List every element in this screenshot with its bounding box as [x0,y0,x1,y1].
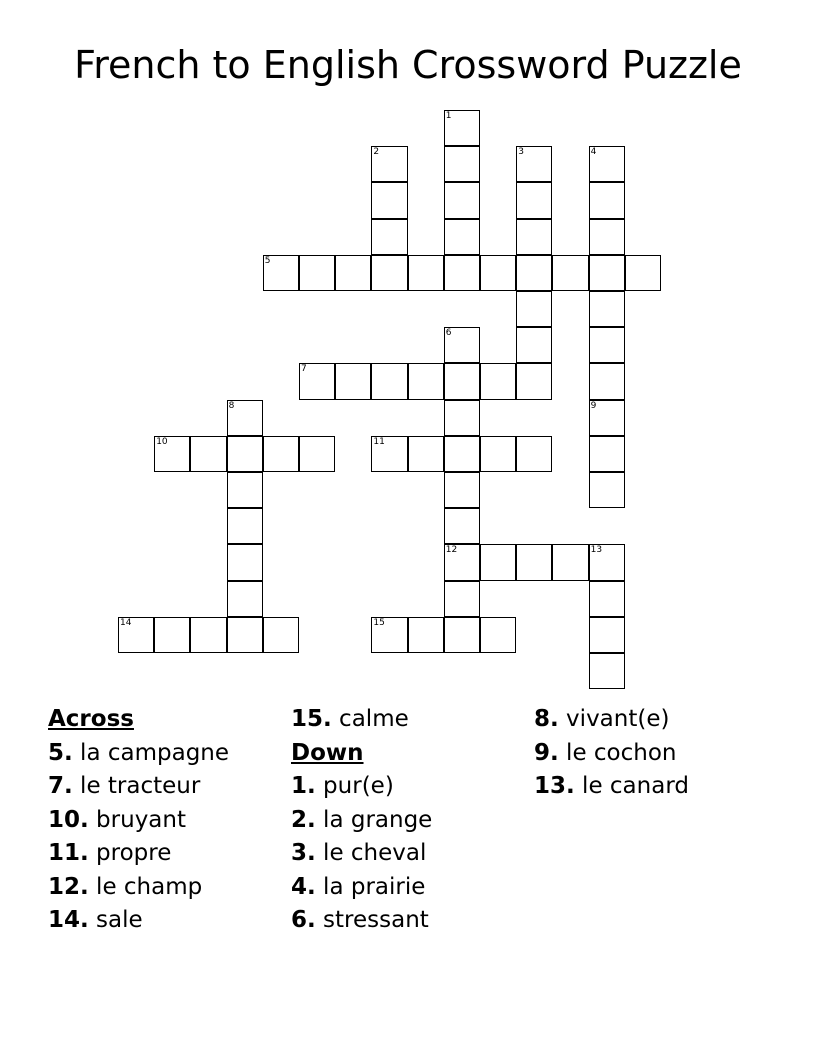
grid-cell[interactable] [190,617,226,653]
clue-item [291,837,432,871]
clue-column-1 [48,703,229,938]
clue-item-text: le tracteur [72,773,201,799]
grid-cell[interactable] [371,146,407,182]
clue-item [48,837,229,871]
clue-item-text: sale [88,907,143,933]
clue-item-number: 7. [48,773,73,799]
grid-cell[interactable] [516,436,552,472]
grid-cell[interactable] [516,219,552,255]
grid-cell[interactable] [299,363,335,399]
grid-cell[interactable] [480,363,516,399]
grid-cell[interactable] [444,327,480,363]
grid-cell[interactable] [444,110,480,146]
grid-cell[interactable] [589,182,625,218]
grid-cell[interactable] [444,617,480,653]
grid-cell[interactable] [335,363,371,399]
grid-cell[interactable] [589,544,625,580]
grid-cell[interactable] [589,363,625,399]
grid-cell[interactable] [154,617,190,653]
clue-item-number: 1. [291,773,316,799]
clue-item-text: bruyant [88,806,186,833]
grid-cell[interactable] [444,508,480,544]
clue-item-text: la prairie [315,873,426,900]
clue-item-number: 11. [48,840,89,866]
grid-cell[interactable] [371,255,407,291]
clue-item-number: 6. [291,907,316,933]
clue-item-number: 9. [534,739,559,766]
grid-cell[interactable] [444,436,480,472]
clue-item-number: 13. [534,773,575,799]
grid-cell[interactable] [589,436,625,472]
clue-section-heading: Across [48,706,134,732]
grid-cell[interactable] [516,327,552,363]
grid-cell[interactable] [589,617,625,653]
grid-cell[interactable] [371,182,407,218]
clue-item-text: propre [88,840,172,866]
grid-cell[interactable] [299,255,335,291]
clue-item [48,737,229,771]
grid-cell[interactable] [589,472,625,508]
grid-cell[interactable] [480,436,516,472]
grid-cell[interactable] [444,472,480,508]
clue-item-number: 15. [291,706,332,732]
clue-item-text: le canard [574,773,689,799]
grid-cell[interactable] [371,219,407,255]
grid-cell[interactable] [371,436,407,472]
clue-item [291,703,432,737]
clue-item-text: stressant [315,907,429,933]
grid-cell[interactable] [444,400,480,436]
clue-item-text: le cochon [558,739,677,766]
grid-cell[interactable] [552,544,588,580]
clue-item-number: 12. [48,873,89,900]
clue-number: 15 [373,617,385,628]
clue-number: 7 [301,364,307,375]
clue-number: 1 [445,111,452,121]
grid-cell[interactable] [118,617,154,653]
clue-item-number: 2. [291,806,316,833]
grid-cell[interactable] [516,544,552,580]
grid-cell[interactable] [589,327,625,363]
grid-cell[interactable] [589,146,625,182]
grid-cell[interactable] [589,291,625,327]
grid-cell[interactable] [589,219,625,255]
clue-item-number: 14. [48,907,89,933]
clue-item-text: la campagne [72,739,230,766]
grid-cell[interactable] [227,472,263,508]
clue-number: 13 [590,545,603,556]
grid-cell[interactable] [444,255,480,291]
clue-item-number: 10. [48,806,89,833]
clue-number: 8 [228,400,235,411]
grid-cell[interactable] [227,617,263,653]
grid-cell[interactable] [371,363,407,399]
clue-item [534,770,689,804]
clue-column-3 [534,703,689,804]
grid-cell[interactable] [625,255,661,291]
grid-cell[interactable] [190,436,226,472]
grid-cell[interactable] [408,617,444,653]
clue-number: 3 [518,147,524,158]
grid-cell[interactable] [516,146,552,182]
grid-cell[interactable] [589,653,625,689]
clue-number: 12 [445,545,458,556]
clue-item-text: le cheval [315,840,427,866]
grid-cell[interactable] [408,436,444,472]
clue-number: 4 [590,147,597,158]
clue-number: 6 [445,328,452,339]
grid-cell[interactable] [227,508,263,544]
grid-cell[interactable] [444,363,480,399]
grid-cell[interactable] [371,617,407,653]
grid-cell[interactable] [444,544,480,580]
grid-cell[interactable] [263,617,299,653]
grid-cell[interactable] [299,436,335,472]
clue-section-heading: Down [291,739,364,766]
page-title: French to English Crossword Puzzle [74,43,742,87]
clue-item-text: la grange [315,806,433,833]
clue-number: 2 [373,147,380,158]
clue-item [534,737,689,771]
grid-cell[interactable] [154,436,190,472]
clue-item [48,904,229,938]
grid-cell[interactable] [408,255,444,291]
clue-item [291,904,432,938]
grid-cell[interactable] [589,400,625,436]
clue-item-number: 3. [291,840,316,866]
clue-item [291,770,432,804]
grid-cell[interactable] [589,581,625,617]
clue-item [48,871,229,905]
grid-cell[interactable] [516,363,552,399]
clue-item-number: 8. [534,706,559,732]
grid-cell[interactable] [444,219,480,255]
clue-item-text: le champ [88,873,203,900]
grid-cell[interactable] [552,255,588,291]
clue-item [534,703,689,737]
grid-cell[interactable] [444,182,480,218]
grid-cell[interactable] [480,255,516,291]
grid-cell[interactable] [227,400,263,436]
clue-item-text: vivant(e) [558,706,670,732]
clue-item-number: 5. [48,739,73,766]
clue-item [48,770,229,804]
clue-item-text: pur(e) [315,773,394,799]
clue-item-text: calme [331,706,409,732]
grid-cell[interactable] [227,581,263,617]
clue-number: 14 [120,617,132,628]
grid-cell[interactable] [408,363,444,399]
clue-item [291,804,432,838]
grid-cell[interactable] [263,436,299,472]
grid-cell[interactable] [444,146,480,182]
grid-cell[interactable] [444,581,480,617]
grid-cell[interactable] [480,544,516,580]
grid-cell[interactable] [516,291,552,327]
clue-item [291,871,432,905]
grid-cell[interactable] [589,255,625,291]
grid-cell[interactable] [227,544,263,580]
clue-number: 9 [590,400,597,411]
grid-cell[interactable] [335,255,371,291]
clue-item-number: 4. [291,873,316,900]
clue-column-2 [291,703,432,938]
clue-number: 10 [156,436,168,447]
grid-cell[interactable] [516,182,552,218]
grid-cell[interactable] [263,255,299,291]
grid-cell[interactable] [480,617,516,653]
clue-number: 11 [373,436,385,447]
grid-cell[interactable] [516,255,552,291]
clue-number: 5 [264,255,271,266]
clue-item [48,804,229,838]
grid-cell[interactable] [227,436,263,472]
